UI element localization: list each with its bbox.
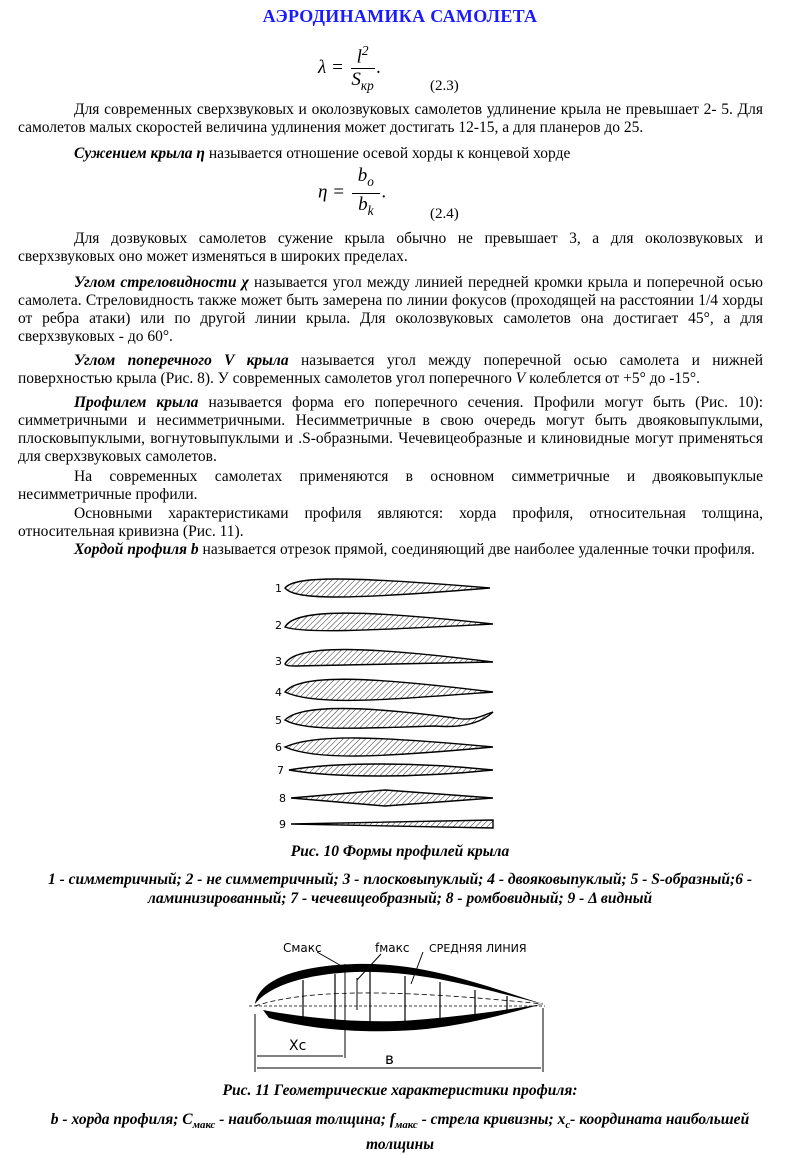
label-fmax: fмакс [375, 941, 410, 955]
profile-label-2: 2 [275, 619, 282, 632]
label-cmax: Cмакс [283, 941, 322, 955]
formula1-den-sub: кр [360, 78, 374, 94]
taper-text: называется отношение осевой хорды к концевой хорде [204, 145, 571, 162]
legend-mid2: - стрела кривизны; x [417, 1111, 566, 1128]
formula2-num-sub: o [367, 173, 374, 189]
figure-10-legend: 1 - симметричный; 2 - не симметричный; 3 - плосковыпуклый; 4 - двояковыпуклый; 5 - S-образный;6 - ламинизированный; 7 - чечевицеобразный; 8 - ромбовидный; 9 - Δ видный [48, 871, 752, 907]
profile-2-asymmetric [285, 613, 493, 631]
profile-1-symmetric [285, 579, 490, 597]
formula1-num-sup: 2 [361, 43, 369, 58]
formula1-number: (2.3) [430, 78, 459, 94]
paragraph-sweep [18, 274, 763, 346]
dihedral-text-2: колеблется от +5° до -15°. [525, 370, 700, 387]
paragraph-aspect-ratio: Для современных сверхзвуковых и околозвуковых самолетов удлинение крыла не превышает 2- 5. Для самолетов малых скоростей величина удлинения может достигать 12-15, а для планеров до 25. [18, 101, 763, 136]
profile-3-plano-convex [285, 650, 493, 667]
formula2-den-sub: k [367, 202, 374, 218]
formula2-tail: . [381, 181, 387, 203]
profile-7-lenticular [289, 764, 493, 776]
formula2-number: (2.4) [430, 206, 459, 222]
formula1-denominator: S [351, 69, 361, 91]
profile-label-6: 6 [275, 741, 282, 754]
label-chord-b: в [385, 1050, 394, 1068]
figure-11-caption: Рис. 11 Геометрические характеристики профиля: [222, 1082, 578, 1099]
term-chord: Хордой профиля b [74, 541, 199, 558]
profile-label-5: 5 [275, 714, 282, 727]
profile-label-4: 4 [275, 686, 282, 699]
paragraph-profile [18, 394, 763, 466]
label-xc: Xc [289, 1038, 307, 1054]
legend-b: b - хорда профиля; C [50, 1111, 193, 1128]
paragraph-taper-values: Для дозвуковых самолетов сужение крыла обычно не превышает 3, а для околозвуковых и сверхзвуковых оно может изменяться в широких пределах. [18, 230, 763, 265]
mean-line [255, 993, 543, 1006]
formula1-lhs: λ = [318, 56, 344, 78]
formula1-tail: . [376, 56, 382, 78]
formula2-numerator: b [357, 165, 368, 186]
formula1-numerator: l [356, 46, 362, 68]
profile-label-7: 7 [277, 764, 284, 777]
sweep-text: называется угол между линией передней кромки крыла и поперечной осью самолета. Стреловидность также может быть замерена по линии фокусов (проходящей на расстоянии 1/4 хорды от ребра атаки) или по другой линии крыла. Для околозвуковых самолетов она достигает 45°, а для сверхзвуковых - до 60°. [18, 274, 764, 345]
legend-end: - координата наибольшей толщины [365, 1111, 750, 1154]
paragraph-characteristics: Основными характеристиками профиля являются: хорда профиля, относительная толщина, относительная кривизна (Рис. 11). [18, 505, 763, 540]
profile-5-s-shaped [285, 709, 493, 729]
figure-10-caption: Рис. 10 Формы профилей крыла [290, 843, 510, 860]
profile-8-rhombic [291, 790, 493, 806]
formula-taper [318, 165, 387, 222]
paragraph-chord [18, 541, 763, 559]
profile-9-delta [291, 820, 493, 828]
figure-11-legend [20, 1110, 780, 1154]
formula2-denominator: b [358, 193, 368, 215]
legend-xc-sub: c [565, 1119, 571, 1132]
figure-10-profiles [255, 572, 515, 837]
page-title: АЭРОДИНАМИКА САМОЛЕТА [262, 6, 538, 26]
formula-aspect-ratio [318, 40, 381, 97]
term-dihedral: Углом поперечного V крыла [74, 352, 289, 369]
paragraph-dihedral [18, 352, 763, 388]
legend-mid1: - наибольшая толщина; f [215, 1111, 395, 1128]
figure-11-geometry [245, 938, 555, 1078]
profile-label-8: 8 [279, 792, 286, 805]
label-midline: СРЕДНЯЯ ЛИНИЯ [429, 942, 527, 955]
legend-fmax-sub: макс [394, 1119, 418, 1132]
formula2-lhs: η = [318, 181, 345, 203]
paragraph-common-profiles: На современных самолетах применяются в основном симметричные и двояковыпуклые несимметричные профили. [18, 468, 763, 503]
lower-surface [263, 1004, 543, 1031]
term-sweep: Углом стреловидности χ [74, 274, 249, 291]
paragraph-taper-definition [18, 145, 763, 163]
profile-text: называется форма его поперечного сечения. Профили могут быть (Рис. 10): симметричными и несимметричными. Несимметричные в свою очередь могут быть двояковыпуклыми, плосковыпуклыми, вогнутовыпуклыми и .S-образными. Чечевицеобразные и клиновидные могут применяться для сверхзвуковых самолетов. [18, 394, 763, 465]
chord-text: называется отрезок прямой, соединяющий две наиболее удаленные точки профиля. [198, 541, 755, 558]
profile-4-biconvex [285, 679, 493, 700]
upper-surface [255, 964, 543, 1004]
dihedral-v: V [515, 370, 526, 387]
legend-cmax-sub: макс [192, 1119, 216, 1132]
formula2-fraction [352, 165, 380, 222]
profile-6-laminar [285, 738, 493, 756]
term-taper: Сужением крыла η [74, 145, 205, 162]
profile-label-1: 1 [275, 582, 282, 595]
term-profile: Профилем крыла [74, 394, 199, 411]
profile-label-9: 9 [279, 818, 286, 831]
formula1-fraction [351, 40, 375, 97]
dihedral-text-1: называется угол между поперечной осью самолета и нижней поверхностью крыла (Рис. 8). У современных самолетов угол поперечного [18, 352, 763, 387]
profile-label-3: 3 [275, 655, 282, 668]
